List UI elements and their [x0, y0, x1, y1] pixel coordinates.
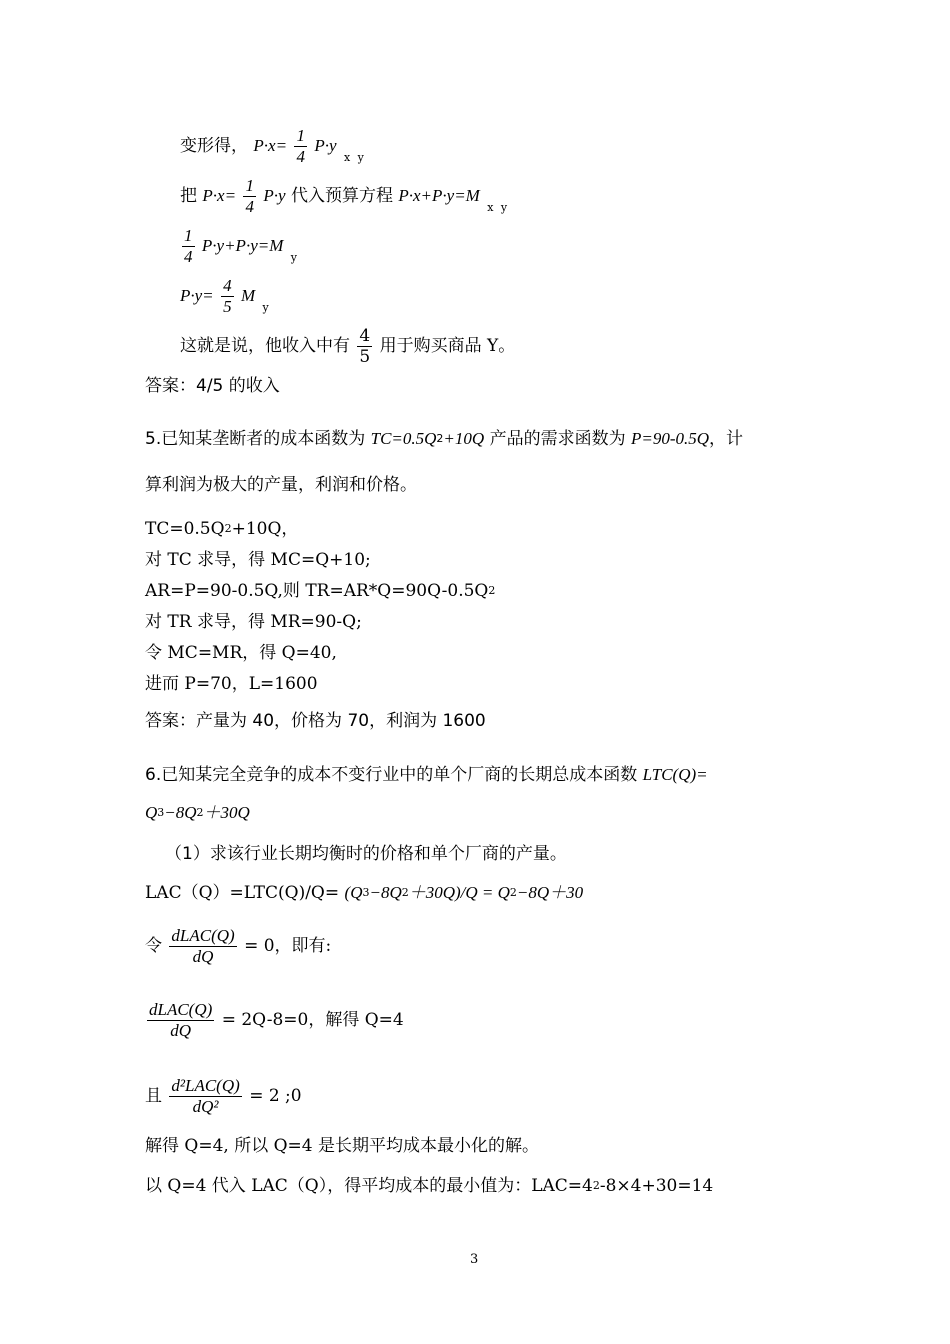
equation: P·y	[314, 136, 337, 155]
derivation-line-2	[180, 176, 507, 217]
solution-6-step-2: 以 Q=4 代入 LAC（Q），得平均成本的最小值为：LAC=42-8×4+30=14	[145, 1176, 714, 1196]
derivative-condition: 令 $\frac{\text{dLAC(Q)}}{dQ}$ = 0，即有:	[145, 926, 332, 966]
equation: P·y+P·y=M	[201, 236, 284, 255]
solution-5-step-1: TC=0.5Q2+10Q，	[145, 519, 299, 539]
equation: P·x=	[253, 136, 288, 155]
derivation-text: 这就是说，他收入中有	[180, 336, 350, 356]
fraction: $\frac{\text{d²LAC(Q)}}{\text{dQ²}}$	[171, 1076, 240, 1116]
subscript: y	[357, 151, 364, 164]
question-5-line-1: 5.已知某垄断者的成本函数为 TC=0.5Q2+10Q 产品的需求函数为 P=90-0.5Q，计	[145, 429, 744, 449]
question-5-line-2: 算利润为极大的产量，利润和价格。	[145, 475, 417, 495]
fraction: $\frac{4}{5}$	[359, 326, 371, 367]
derivation-text: 代入预算方程	[290, 186, 393, 206]
page-number: 3	[470, 1252, 479, 1267]
answer-4: 答案：4/5 的收入	[145, 376, 280, 396]
derivation-line-4	[180, 276, 269, 317]
derivation-text: 用于购买商品 Y。	[379, 336, 516, 356]
solution-5-step-2: 对 TC 求导，得 MC=Q+10;	[145, 550, 371, 570]
fraction: $\frac{4}{5}$	[223, 276, 232, 316]
derivative-solution: $\frac{\text{dLAC(Q)}}{dQ}$ = 2Q-8=0，解得 Q=4	[149, 1000, 404, 1040]
second-derivative: 且 $\frac{\text{d²LAC(Q)}}{\text{dQ²}}$ = 2 ;0	[145, 1076, 302, 1116]
answer-5: 答案：产量为 40，价格为 70，利润为 1600	[145, 711, 486, 731]
subscript: y	[290, 251, 297, 264]
fraction: $\frac{1}{4}$	[296, 126, 305, 166]
derivation-text: 把	[180, 186, 197, 206]
solution-6-step-1: 解得 Q=4, 所以 Q=4 是长期平均成本最小化的解。	[145, 1136, 540, 1156]
fraction: $\frac{\text{dLAC(Q)}}{dQ}$	[171, 926, 235, 966]
derivation-line-3	[180, 226, 297, 267]
question-6-line-1: 6.已知某完全竞争的成本不变行业中的单个厂商的长期总成本函数 LTC(Q)=	[145, 765, 708, 785]
subscript: x	[487, 201, 494, 214]
question-6-part-1: （1）求该行业长期均衡时的价格和单个厂商的产量。	[165, 844, 567, 864]
subscript: x	[343, 151, 351, 164]
lac-formula: LAC（Q）=LTC(Q)/Q= (Q3−8Q2＋30Q)/Q = Q2−8Q＋30	[145, 883, 584, 903]
solution-5-step-6: 进而 P=70，L=1600	[145, 674, 318, 694]
derivation-text: 变形得，	[180, 136, 248, 156]
equation: P·y=	[180, 286, 214, 305]
subscript: y	[262, 301, 269, 314]
question-6-line-2: Q3−8Q2＋30Q	[145, 803, 250, 822]
fraction: $\frac{1}{4}$	[245, 176, 254, 216]
solution-5-step-5: 令 MC=MR，得 Q=40,	[145, 643, 337, 663]
fraction: $\frac{1}{4}$	[184, 226, 193, 266]
derivation-line-1	[180, 126, 364, 167]
fraction: $\frac{\text{dLAC(Q)}}{dQ}$	[149, 1000, 213, 1040]
equation: M	[240, 286, 256, 305]
derivation-line-5	[180, 326, 515, 367]
equation: P·x=	[202, 186, 237, 205]
subscript: y	[500, 201, 508, 214]
solution-5-step-4: 对 TR 求导，得 MR=90-Q;	[145, 612, 362, 632]
budget-equation: P·x+P·y=M	[398, 186, 480, 205]
equation: P·y	[263, 186, 286, 205]
solution-5-step-3: AR=P=90-0.5Q,则 TR=AR*Q=90Q-0.5Q2	[145, 581, 496, 601]
